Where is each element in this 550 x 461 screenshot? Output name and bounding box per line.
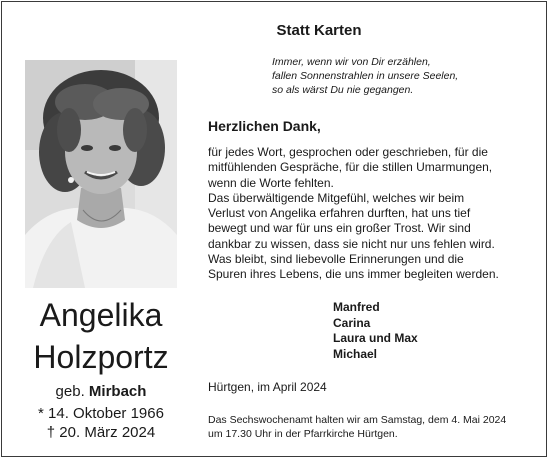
signer: Carina xyxy=(333,315,371,330)
first-name: Angelika xyxy=(39,297,163,333)
obituary-card xyxy=(1,1,547,457)
born-prefix: geb. xyxy=(55,383,85,400)
message-line: bewegt und war für uns ein großer Trost. Wir sind xyxy=(208,221,471,236)
message-line: für jedes Wort, gesprochen oder geschrieben, für die xyxy=(208,145,488,159)
birth-name xyxy=(2,383,200,400)
poem xyxy=(272,55,522,97)
notice-line: Das Sechswochenamt halten wir am Samstag, dem 4. Mai 2024 xyxy=(208,414,507,426)
birth-date: * 14. Oktober 1966 xyxy=(38,405,164,422)
message-line: wenn die Worte fehlten. xyxy=(208,175,334,190)
signer: Michael xyxy=(333,346,378,361)
portrait-photo xyxy=(25,60,177,288)
portrait-illustration xyxy=(25,60,177,288)
message-line: Das überwältigende Mitgefühl, welches wir beim xyxy=(208,190,465,205)
death-date: † 20. März 2024 xyxy=(46,424,156,441)
place-date: Hürtgen, im April 2024 xyxy=(208,380,327,394)
poem-line: Immer, wenn wir von Dir erzählen, xyxy=(272,56,431,68)
poem-line: so als wärst Du nie gegangen. xyxy=(272,84,414,96)
message-line: Was bleibt, sind liebevolle Erinnerungen und die xyxy=(208,252,464,267)
thanks-title: Herzlichen Dank, xyxy=(208,118,321,134)
message-line: mitfühlenden Gespräche, für die stillen Umarmungen, xyxy=(208,160,493,175)
poem-line: fallen Sonnenstrahlen in unsere Seelen, xyxy=(272,70,459,82)
signer: Laura und Max xyxy=(333,331,418,345)
notice-line: um 17.30 Uhr in der Pfarrkirche Hürtgen. xyxy=(208,427,398,440)
signer: Manfred xyxy=(333,300,380,314)
life-dates xyxy=(2,404,200,442)
message-line: Spuren ihres Lebens, die uns immer begleiten werden. xyxy=(208,267,499,282)
signers xyxy=(333,300,418,362)
thanks-message xyxy=(208,145,533,283)
message-line: dankbar zu wissen, dass sie nicht nur uns fehlen wird. xyxy=(208,236,495,251)
maiden-name: Mirbach xyxy=(88,383,147,400)
mass-notice xyxy=(208,414,538,441)
header-title: Statt Karten xyxy=(276,22,362,39)
last-name: Holzportz xyxy=(33,339,169,375)
message-line: Verlust von Angelika erfahren durften, hat uns tief xyxy=(208,206,471,221)
